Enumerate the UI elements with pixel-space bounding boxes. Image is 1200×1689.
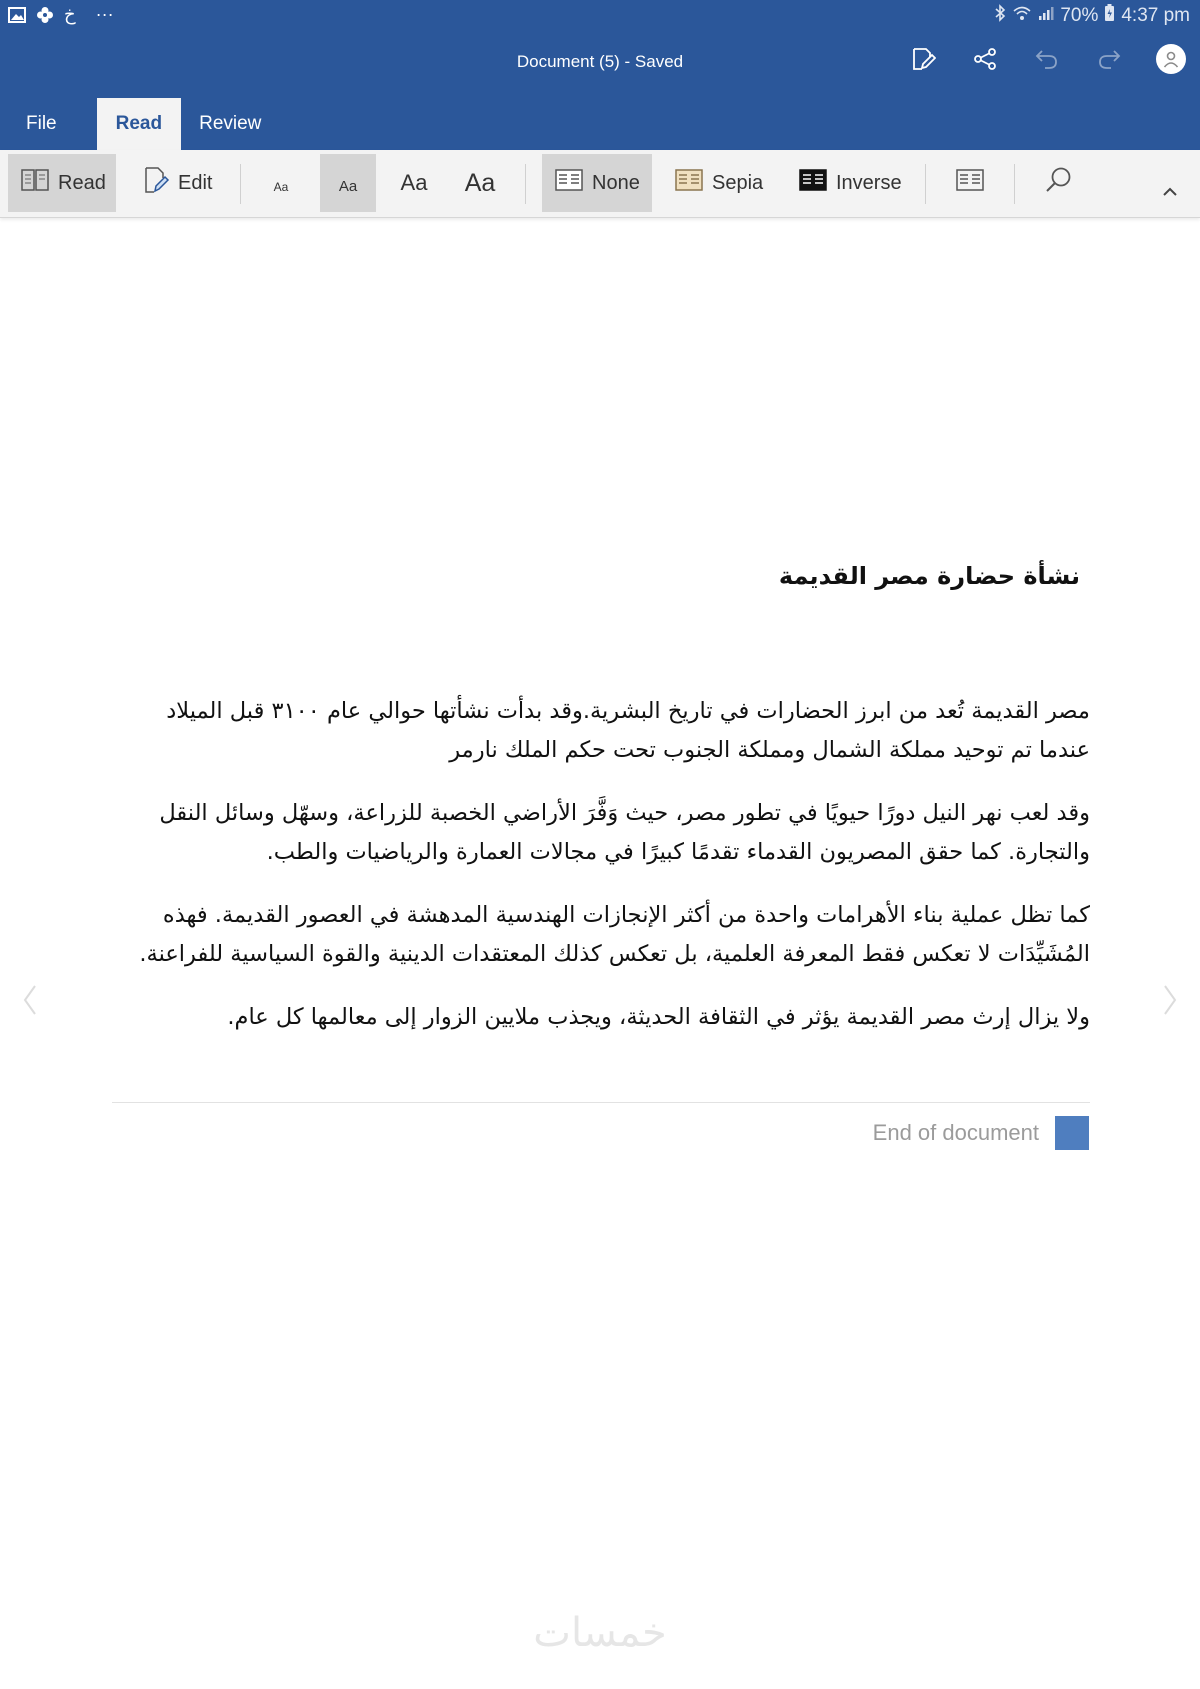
edit-doc-icon [142,165,170,201]
read-label: Read [58,171,106,194]
page-inverse-icon [798,168,828,198]
pinwheel-icon [36,6,54,24]
paragraph: مصر القديمة تُعد من ابرز الحضارات في تاريخ البشرية.وقد بدأت نشأتها حوالي عام ٣١٠٠ قبل الميلاد عندما تم توحيد مملكة الشمال ومملكة الجنوب تحت حكم الملك نارمر [166,698,1090,763]
search-button[interactable] [1032,154,1084,212]
ribbon-separator [1014,164,1015,204]
document-body [110,692,1090,1061]
battery-icon [1104,4,1115,28]
end-square-icon [1055,1116,1089,1150]
account-icon[interactable] [1156,44,1186,74]
color-mode-inverse-button[interactable] [786,154,910,212]
edit-mode-button[interactable] [130,154,230,212]
end-of-document-label: End of document [872,1120,1039,1145]
paragraph: ولا يزال إرث مصر القديمة يؤثر في الثقافة الحديثة، ويجذب ملايين الزوار إلى معالمها كل عام. [227,1004,1090,1030]
previous-page-arrow-icon[interactable] [20,980,40,1020]
color-mode-none-button[interactable] [542,154,652,212]
end-of-document-marker [780,1115,1089,1151]
signal-icon [1038,5,1054,27]
none-label: None [592,171,640,194]
gallery-icon [8,7,26,23]
next-page-arrow-icon[interactable] [1160,980,1180,1020]
ribbon-tabs [0,98,279,150]
chevron-up-icon [1162,180,1178,203]
document-title: Document (5) - Saved [516,52,684,71]
sepia-label: Sepia [712,171,764,194]
read-mode-button[interactable] [8,154,116,212]
page-sepia-icon [674,168,704,198]
ribbon-separator [525,164,526,204]
columns-icon [955,168,985,198]
ribbon-separator [240,164,241,204]
tab-read[interactable]: Read [97,98,181,150]
edit-pen-icon[interactable] [908,44,938,74]
font-size-small-button[interactable]: Aa [320,154,376,212]
arabic-keyboard-indicator: خ [64,4,76,24]
wifi-icon [1012,5,1032,27]
share-icon[interactable] [970,44,1000,74]
header-actions [908,44,1186,74]
document-heading: نشأة حضارة مصر القديمة [778,562,1080,590]
page-none-icon [554,168,584,198]
tab-review[interactable]: Review [199,113,262,134]
end-divider [112,1102,1090,1103]
undo-icon[interactable] [1032,44,1062,74]
color-mode-sepia-button[interactable] [662,154,782,212]
font-size-smallest-button[interactable]: Aa [273,180,289,194]
battery-percent: 70% [1060,5,1099,26]
watermark: خمسات [533,1610,667,1656]
app-header [0,0,1200,150]
font-size-medium-button[interactable]: Aa [400,170,428,195]
clock-time: 4:37 pm [1121,5,1190,26]
bluetooth-icon [994,4,1006,28]
paragraph: كما تظل عملية بناء الأهرامات واحدة من أكثر الإنجازات الهندسية المدهشة في العصور القديمة. فهذه المُشَيِّدَات لا تعكس فقط المعرفة العلمية، بل تعكس كذلك المعتقدات الدينية والقوة السياسية للفراعنة. [139,902,1090,967]
ribbon-toolbar [0,150,1200,218]
tab-file[interactable]: File [26,113,57,134]
redo-icon[interactable] [1094,44,1124,74]
inverse-label: Inverse [836,171,902,194]
document-canvas [0,220,1200,1689]
edit-label: Edit [178,171,213,194]
column-layout-button[interactable] [944,154,996,212]
status-bar [0,0,1200,34]
book-icon [20,167,50,199]
collapse-ribbon-button[interactable] [1150,162,1190,220]
ribbon-separator [925,164,926,204]
font-size-large-button[interactable]: Aa [464,168,496,197]
paragraph: وقد لعب نهر النيل دورًا حيويًا في تطور مصر، حيث وَفَّرَ الأراضي الخصبة للزراعة، وسهّل وسائل النقل والتجارة. كما حقق المصريون القدماء تقدمًا كبيرًا في مجالات العمارة والرياضيات والطب. [159,800,1090,865]
more-dots-icon: ··· [95,4,114,24]
search-icon [1043,165,1073,201]
